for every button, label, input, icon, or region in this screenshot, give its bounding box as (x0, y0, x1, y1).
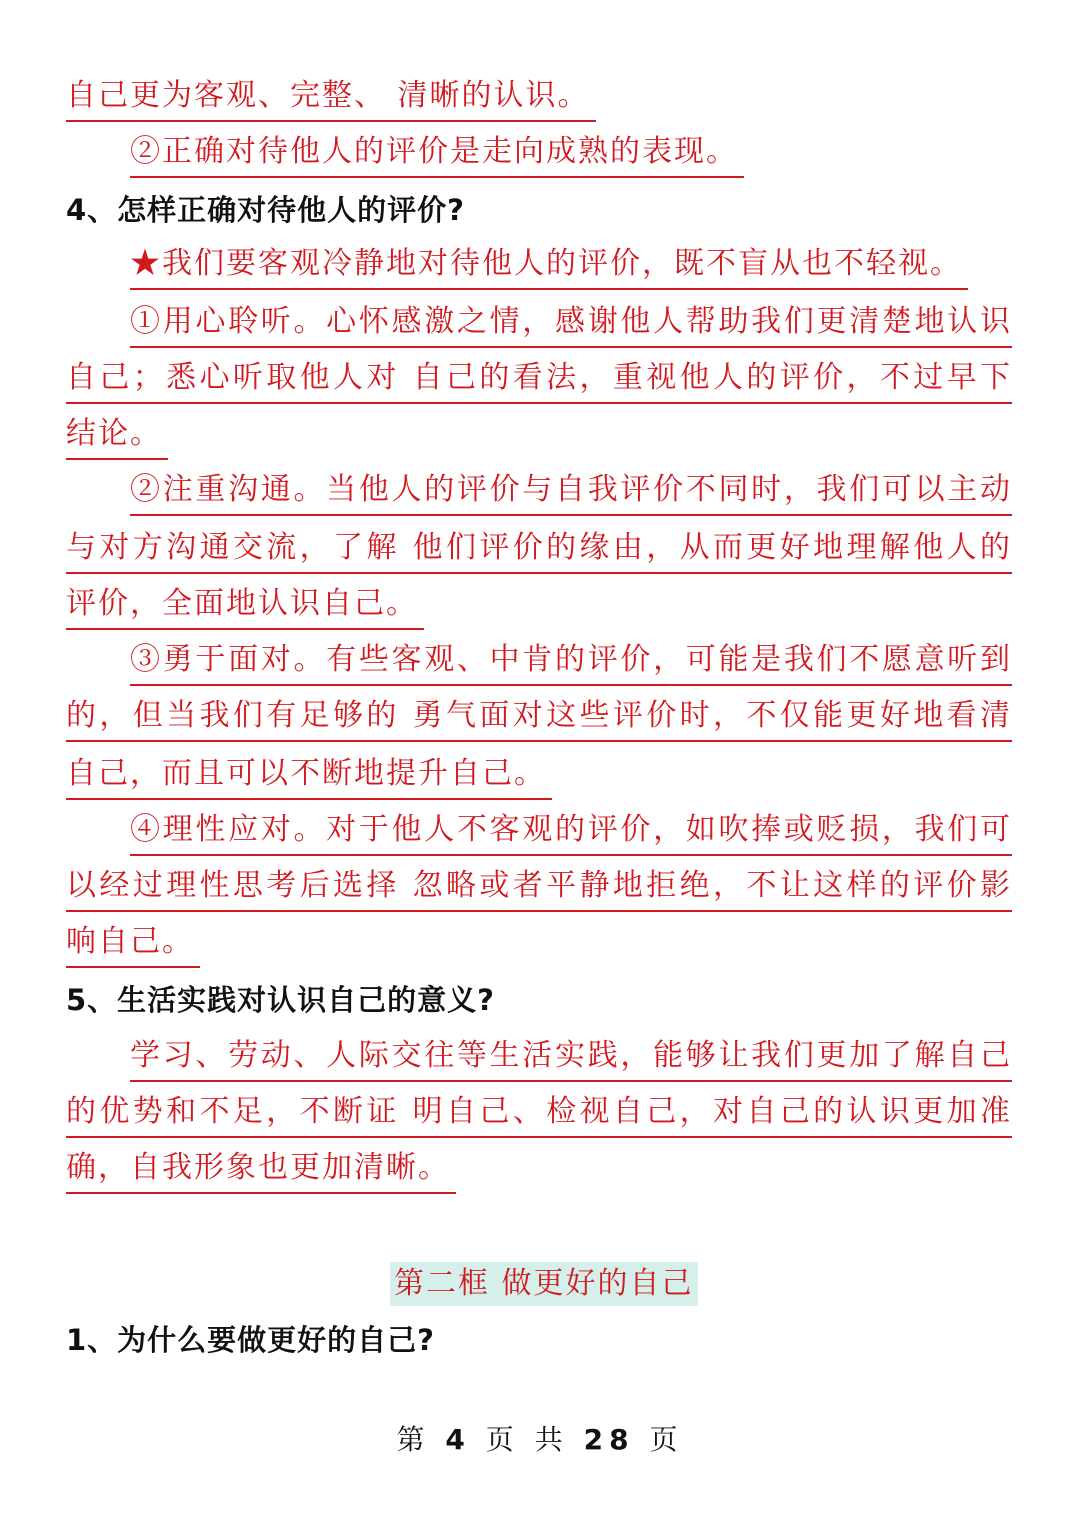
answer-line: 结论。 (66, 410, 168, 460)
answer-line: 响自己。 (66, 918, 200, 968)
question-heading: 4、怎样正确对待他人的评价? (66, 193, 466, 227)
answer-text: 我们要客观冷静地对待他人的评价，既不盲从也不轻视。 (162, 246, 962, 281)
total-pages-number: 28 (583, 1423, 635, 1456)
question-heading: 5、生活实践对认识自己的意义? (66, 983, 496, 1017)
answer-line: 学习、劳动、人际交往等生活实践，能够让我们更加了解自己 (130, 1032, 1012, 1082)
answer-line: ③勇于面对。有些客观、中肯的评价，可能是我们不愿意听到 (130, 636, 1012, 686)
star-icon: ★ (130, 246, 162, 281)
answer-line: 自己；悉心听取他人对 自己的看法，重视他人的评价，不过早下 (66, 354, 1012, 404)
question-heading: 1、为什么要做更好的自己? (66, 1323, 436, 1357)
answer-line: ①用心聆听。心怀感激之情，感谢他人帮助我们更清楚地认识 (130, 298, 1012, 348)
answer-line: ②注重沟通。当他人的评价与自我评价不同时，我们可以主动 (130, 466, 1012, 516)
answer-line: 评价，全面地认识自己。 (66, 580, 424, 630)
answer-line: ④理性应对。对于他人不客观的评价，如吹捧或贬损，我们可 (130, 806, 1012, 856)
answer-line: 的优势和不足，不断证 明自己、检视自己，对自己的认识更加准 (66, 1088, 1012, 1138)
answer-line: 与对方沟通交流，了解 他们评价的缘由，从而更好地理解他人的 (66, 524, 1012, 574)
answer-line: 自己更为客观、完整、 清晰的认识。 (66, 72, 596, 122)
page-footer (0, 1418, 1080, 1458)
footer-prefix: 第 (396, 1423, 431, 1456)
answer-line: 自己，而且可以不断地提升自己。 (66, 750, 552, 800)
answer-line (130, 240, 968, 290)
answer-line: 确，自我形象也更加清晰。 (66, 1144, 456, 1194)
footer-suffix: 页 (649, 1423, 684, 1456)
current-page-number: 4 (445, 1423, 471, 1456)
answer-line: 以经过理性思考后选择 忽略或者平静地拒绝，不让这样的评价影 (66, 862, 1012, 912)
footer-middle: 页 共 (485, 1423, 569, 1456)
answer-line: 的，但当我们有足够的 勇气面对这些评价时，不仅能更好地看清 (66, 692, 1012, 742)
section-title: 第二框 做更好的自己 (390, 1262, 698, 1306)
answer-line: ②正确对待他人的评价是走向成熟的表现。 (130, 128, 744, 178)
